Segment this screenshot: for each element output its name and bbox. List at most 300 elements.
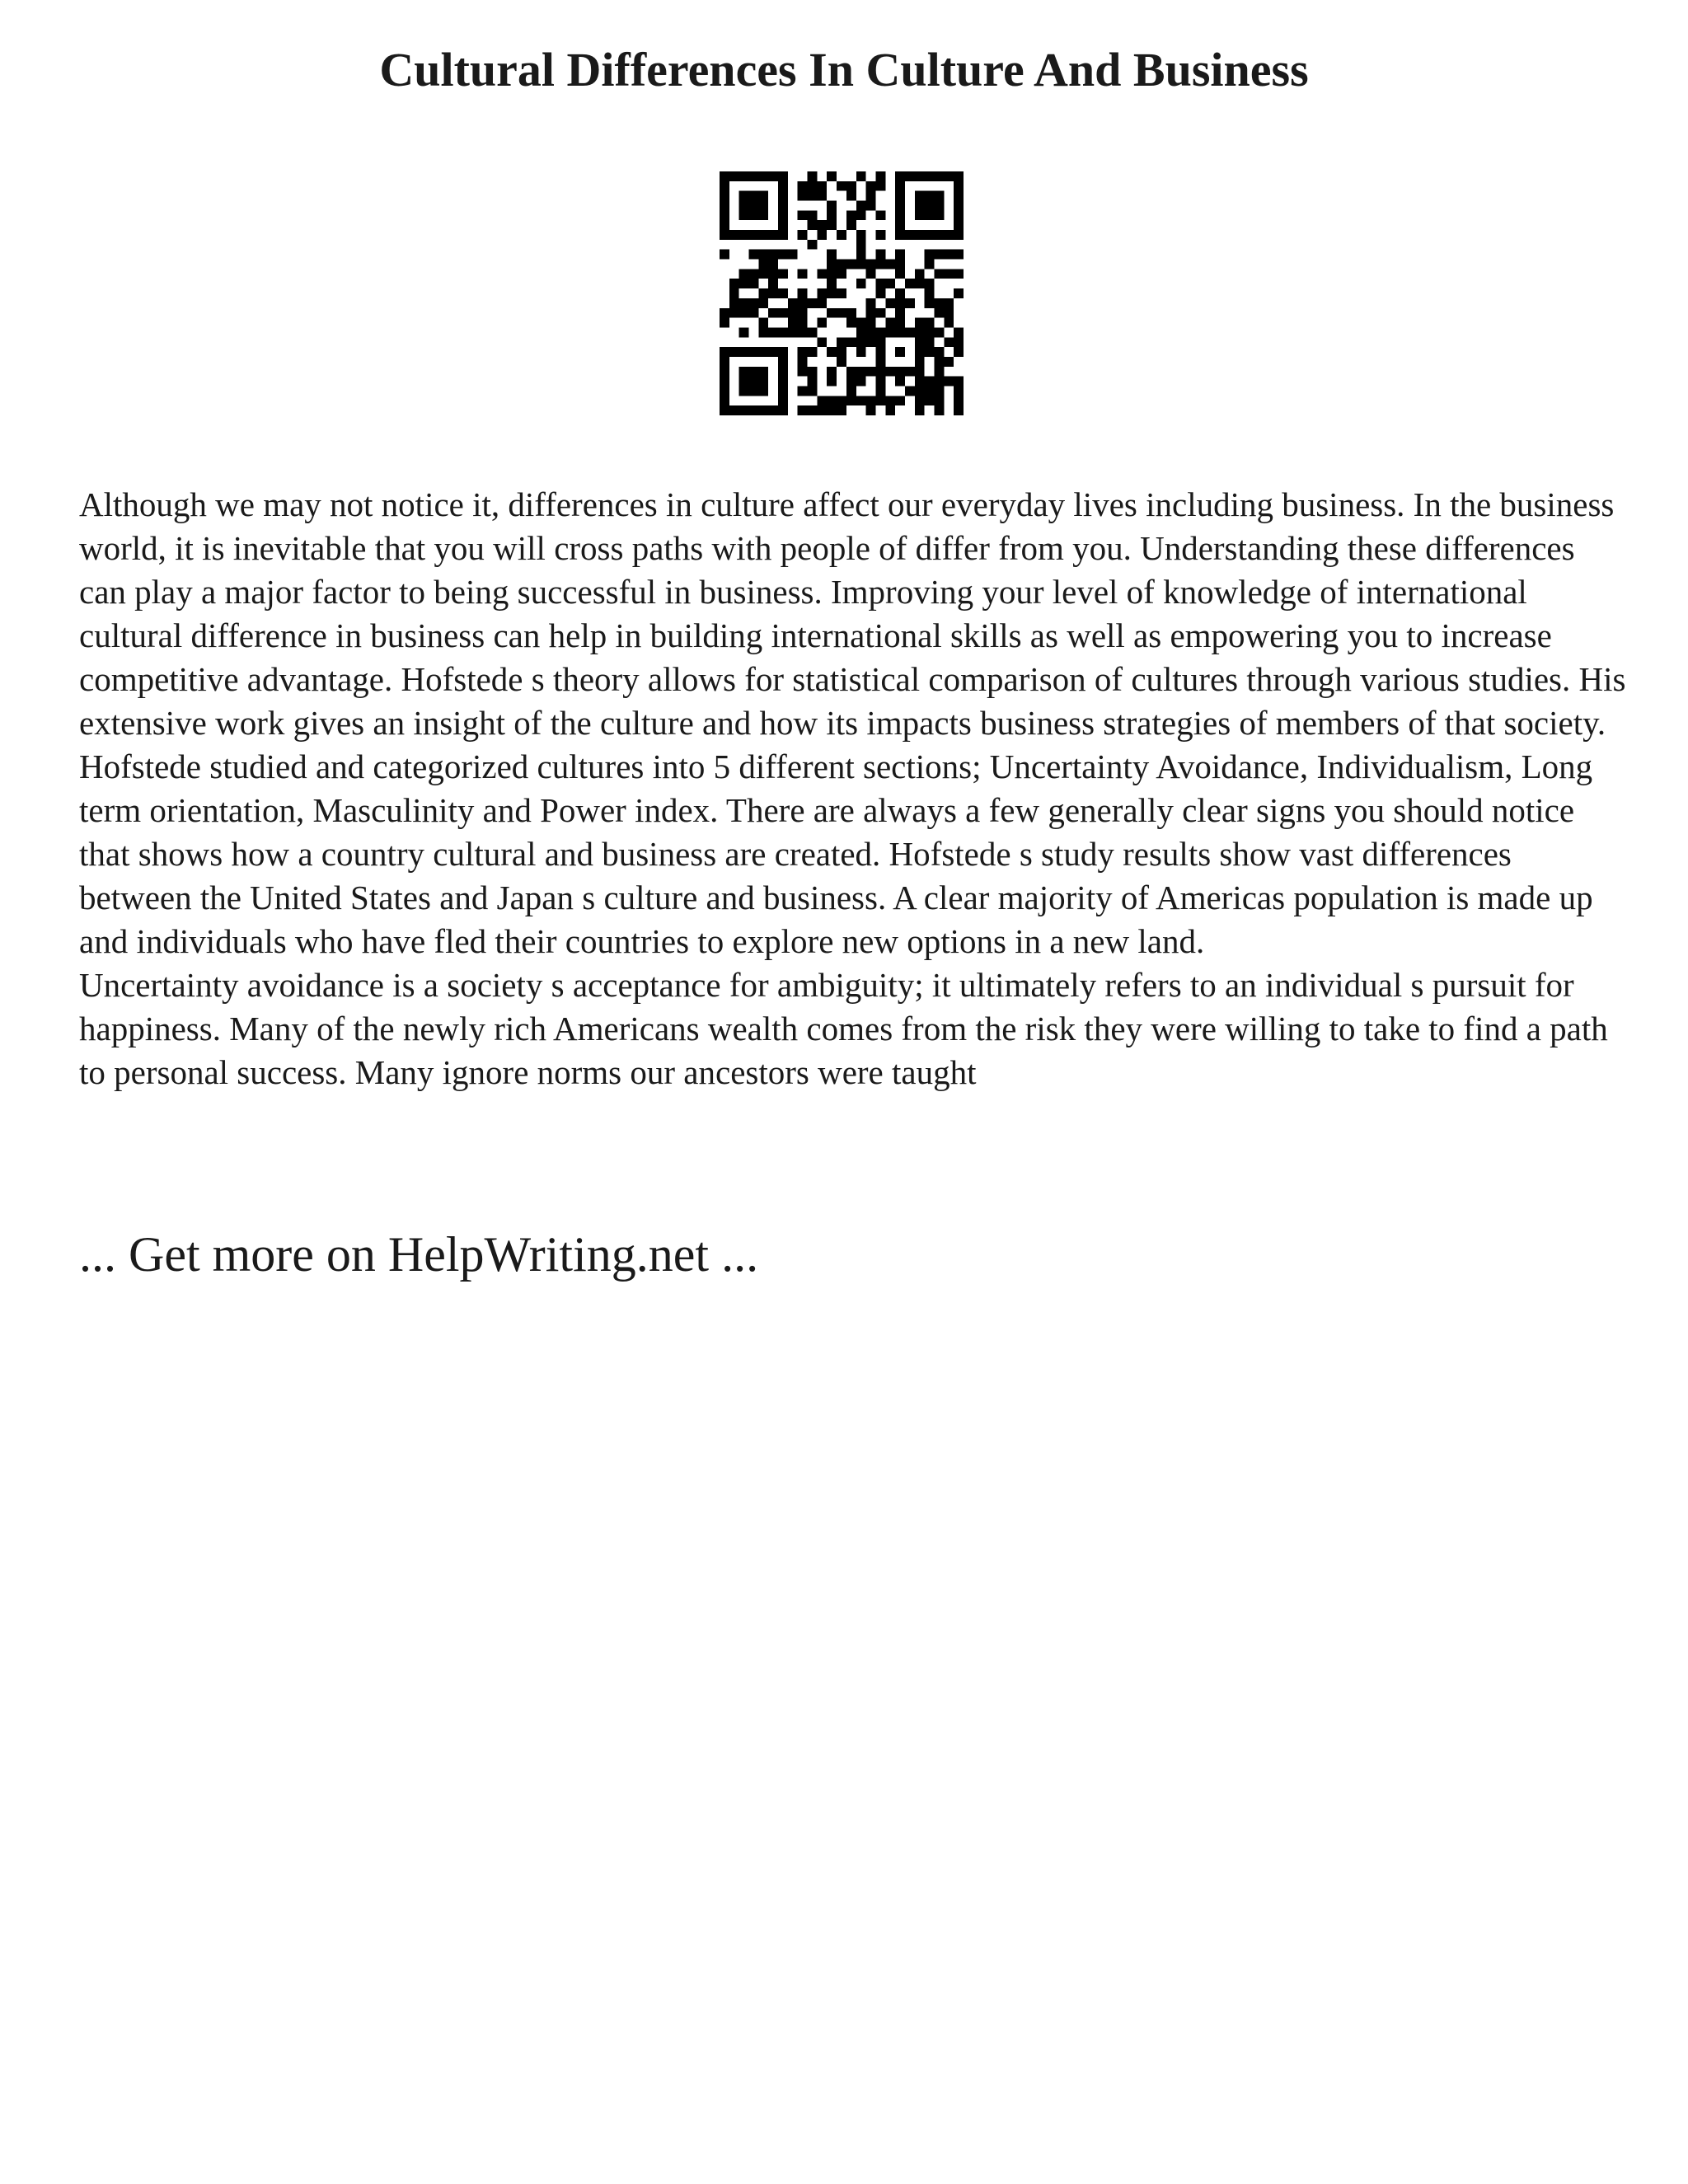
qr-module (915, 210, 925, 220)
qr-module (798, 191, 808, 201)
qr-module (720, 220, 729, 230)
qr-module (934, 367, 944, 377)
qr-module (895, 288, 905, 298)
qr-module (885, 327, 895, 337)
qr-module (856, 337, 866, 347)
qr-module (875, 230, 885, 240)
qr-module (875, 357, 885, 367)
qr-module (837, 230, 846, 240)
qr-module (720, 181, 729, 191)
qr-module (934, 396, 944, 405)
qr-module (915, 357, 925, 367)
qr-module (817, 396, 827, 405)
qr-module (954, 250, 964, 260)
qr-module (875, 377, 885, 387)
qr-module (944, 250, 954, 260)
qr-module (925, 318, 935, 328)
qr-module (739, 269, 749, 279)
qr-module (720, 171, 729, 181)
qr-module (808, 171, 818, 181)
qr-module (915, 405, 925, 415)
qr-module (846, 220, 856, 230)
qr-module (895, 171, 905, 181)
qr-module (749, 298, 759, 308)
qr-module (954, 191, 964, 201)
qr-module (808, 298, 818, 308)
qr-module (739, 367, 749, 377)
qr-module (885, 260, 895, 269)
qr-module (778, 250, 788, 260)
qr-module (846, 191, 856, 201)
qr-module (778, 210, 788, 220)
qr-module (788, 318, 798, 328)
qr-module (837, 337, 846, 347)
qr-module (739, 327, 749, 337)
qr-module (749, 201, 759, 211)
qr-module (768, 269, 778, 279)
qr-module (915, 377, 925, 387)
qr-module (837, 308, 846, 318)
qr-module (808, 210, 818, 220)
qr-module (954, 386, 964, 396)
qr-module (954, 220, 964, 230)
qr-module (944, 298, 954, 308)
page-title: Cultural Differences In Culture And Business (379, 43, 1309, 96)
qr-module (954, 377, 964, 387)
qr-module (817, 318, 827, 328)
qr-module (798, 386, 808, 396)
qr-module (739, 230, 749, 240)
qr-module (925, 288, 935, 298)
qr-module (885, 367, 895, 377)
qr-module (895, 308, 905, 318)
qr-module (798, 230, 808, 240)
qr-module (798, 327, 808, 337)
qr-module (866, 191, 876, 201)
qr-module (934, 269, 944, 279)
qr-module (895, 396, 905, 405)
qr-module (856, 279, 866, 288)
qr-module (875, 279, 885, 288)
qr-module (866, 269, 876, 279)
qr-module (720, 347, 729, 357)
qr-module (749, 269, 759, 279)
qr-module (808, 191, 818, 201)
qr-module (915, 201, 925, 211)
qr-module (720, 210, 729, 220)
qr-module (808, 405, 818, 415)
qr-module (739, 191, 749, 201)
qr-module (925, 377, 935, 387)
qr-module (875, 308, 885, 318)
qr-module (925, 327, 935, 337)
qr-module (944, 230, 954, 240)
qr-module (817, 181, 827, 191)
qr-module (944, 308, 954, 318)
qr-module (768, 279, 778, 288)
qr-module (798, 347, 808, 357)
qr-module (808, 367, 818, 377)
qr-module (954, 396, 964, 405)
qr-module (905, 367, 915, 377)
qr-module (817, 298, 827, 308)
qr-module (808, 240, 818, 250)
qr-module (739, 386, 749, 396)
qr-module (720, 405, 729, 415)
qr-module (944, 377, 954, 387)
qr-module (934, 308, 944, 318)
qr-module (758, 327, 768, 337)
qr-module (729, 171, 739, 181)
qr-module (729, 279, 739, 288)
qr-module (720, 318, 729, 328)
qr-module (856, 396, 866, 405)
qr-module (846, 396, 856, 405)
qr-module (915, 269, 925, 279)
qr-module (885, 298, 895, 308)
qr-module (758, 367, 768, 377)
qr-module (798, 210, 808, 220)
qr-module (739, 347, 749, 357)
qr-module (768, 260, 778, 269)
qr-module (729, 298, 739, 308)
qr-module (925, 347, 935, 357)
qr-module (895, 377, 905, 387)
qr-module (768, 327, 778, 337)
qr-module (808, 386, 818, 396)
qr-module (846, 181, 856, 191)
qr-module (827, 377, 837, 387)
qr-module (915, 367, 925, 377)
qr-module (778, 396, 788, 405)
qr-module (720, 201, 729, 211)
qr-module (720, 377, 729, 387)
qr-module (856, 240, 866, 250)
qr-module (749, 210, 759, 220)
qr-module (758, 201, 768, 211)
qr-module (895, 201, 905, 211)
qr-module (915, 347, 925, 357)
qr-module (934, 327, 944, 337)
qr-module (778, 357, 788, 367)
qr-module (915, 318, 925, 328)
qr-module (837, 405, 846, 415)
qr-module (758, 298, 768, 308)
qr-module (875, 260, 885, 269)
qr-module (875, 210, 885, 220)
qr-module (915, 327, 925, 337)
qr-module (749, 367, 759, 377)
qr-module (925, 298, 935, 308)
qr-module (768, 250, 778, 260)
qr-module (846, 308, 856, 318)
qr-module (934, 357, 944, 367)
qr-module (749, 386, 759, 396)
qr-module (739, 308, 749, 318)
qr-module (798, 298, 808, 308)
qr-module (729, 288, 739, 298)
qr-module (720, 308, 729, 318)
qr-module (866, 367, 876, 377)
qr-module (837, 347, 846, 357)
qr-module (856, 250, 866, 260)
qr-module (778, 171, 788, 181)
qr-module (954, 230, 964, 240)
qr-module (915, 396, 925, 405)
qr-module (729, 405, 739, 415)
qr-module (739, 171, 749, 181)
qr-module (749, 191, 759, 201)
qr-module (768, 308, 778, 318)
paragraph-1: Although we may not notice it, differences in culture affect our everyday lives including business. In the business world, it is inevitable that you will cross paths with people of differ from you. Understanding these differences can play a major factor to being successful in business. Improving your level of knowledge of international cultural difference in business can help in building international skills as well as empowering you to increase competitive advantage. Hofstede s theory allows for statistical comparison of cultures through various studies. His extensive work gives an insight of the culture and how its impacts business strategies of members of that society. Hofstede studied and categorized cultures into 5 different sections; Uncertainty Avoidance, Individualism, Long term orientation, Masculinity and Power index. There are always a few generally clear signs you should notice that shows how a country cultural and business are created. Hofstede s study results show vast differences between the United States and Japan s culture and business. A clear majority of Americas population is made up and individuals who have fled their countries to explore new options in a new land. (79, 485, 1626, 960)
qr-module (866, 298, 876, 308)
qr-module (827, 396, 837, 405)
qr-module (954, 201, 964, 211)
qr-module (895, 347, 905, 357)
qr-module (827, 201, 837, 211)
qr-module (827, 269, 837, 279)
qr-module (846, 260, 856, 269)
qr-module (925, 396, 935, 405)
qr-module (758, 405, 768, 415)
qr-module (875, 396, 885, 405)
qr-module (934, 171, 944, 181)
qr-module (827, 347, 837, 357)
qr-module (837, 288, 846, 298)
qr-module (798, 181, 808, 191)
qr-module (866, 396, 876, 405)
qr-module (758, 210, 768, 220)
qr-module (817, 337, 827, 347)
qr-module (895, 181, 905, 191)
qr-module (905, 230, 915, 240)
qr-module (954, 337, 964, 347)
qr-module (749, 308, 759, 318)
qr-module (875, 327, 885, 337)
qr-module (856, 201, 866, 211)
qr-module (856, 367, 866, 377)
qr-module (720, 250, 729, 260)
qr-module (925, 191, 935, 201)
qr-module (895, 269, 905, 279)
qr-module (729, 308, 739, 318)
qr-module (954, 347, 964, 357)
qr-module (944, 318, 954, 328)
qr-module (934, 201, 944, 211)
qr-module (875, 386, 885, 396)
qr-module (758, 250, 768, 260)
qr-module (934, 347, 944, 357)
qr-module (778, 405, 788, 415)
qr-module (778, 220, 788, 230)
qr-module (875, 171, 885, 181)
qr-module (827, 171, 837, 181)
qr-module (915, 191, 925, 201)
qr-module (925, 210, 935, 220)
qr-module (798, 357, 808, 367)
qr-module (720, 386, 729, 396)
qr-module (895, 367, 905, 377)
qr-module (827, 279, 837, 288)
qr-module (915, 279, 925, 288)
qr-module (817, 405, 827, 415)
qr-module (837, 357, 846, 367)
qr-module (788, 308, 798, 318)
qr-module (739, 201, 749, 211)
qr-module (749, 171, 759, 181)
qr-module (866, 201, 876, 211)
qr-module (905, 171, 915, 181)
qr-module (758, 191, 768, 201)
qr-module (934, 191, 944, 201)
article-body (79, 483, 1629, 1094)
qr-module (885, 405, 895, 415)
qr-module (875, 288, 885, 298)
qr-module (817, 191, 827, 201)
qr-module (895, 250, 905, 260)
qr-module (758, 347, 768, 357)
qr-module (720, 230, 729, 240)
qr-module (905, 279, 915, 288)
qr-module (954, 269, 964, 279)
qr-module (934, 210, 944, 220)
qr-module (758, 171, 768, 181)
qr-module (768, 171, 778, 181)
qr-module (749, 250, 759, 260)
qr-module (768, 347, 778, 357)
qr-module (944, 337, 954, 347)
qr-module (758, 318, 768, 328)
qr-module (778, 288, 788, 298)
qr-module (905, 327, 915, 337)
qr-module (798, 308, 808, 318)
qr-module (934, 250, 944, 260)
qr-module (739, 298, 749, 308)
qr-module (808, 347, 818, 357)
qr-module (778, 230, 788, 240)
qr-module (758, 260, 768, 269)
qr-module (778, 181, 788, 191)
qr-module (749, 347, 759, 357)
qr-module (875, 347, 885, 357)
qr-module (905, 386, 915, 396)
qr-module (778, 327, 788, 337)
qr-module (944, 269, 954, 279)
qr-module (837, 181, 846, 191)
qr-module (827, 288, 837, 298)
qr-module (749, 230, 759, 240)
qr-module (827, 220, 837, 230)
qr-module (729, 230, 739, 240)
qr-module (758, 269, 768, 279)
qr-module (758, 377, 768, 387)
qr-module (846, 210, 856, 220)
qr-module (798, 318, 808, 328)
qr-module (749, 405, 759, 415)
qr-module (925, 260, 935, 269)
qr-module (895, 260, 905, 269)
qr-module (778, 377, 788, 387)
qr-module (758, 288, 768, 298)
qr-module (768, 405, 778, 415)
qr-module (895, 220, 905, 230)
qr-module (944, 171, 954, 181)
qr-module (817, 230, 827, 240)
qr-module (866, 405, 876, 415)
qr-module (954, 210, 964, 220)
qr-module (934, 386, 944, 396)
qr-module (788, 327, 798, 337)
qr-module (778, 269, 788, 279)
qr-module (856, 230, 866, 240)
qr-module (925, 201, 935, 211)
qr-module (875, 367, 885, 377)
qr-module (817, 220, 827, 230)
qr-module (954, 405, 964, 415)
qr-module (720, 396, 729, 405)
qr-module (856, 318, 866, 328)
paragraph-2: Uncertainty avoidance is a society s acceptance for ambiguity; it ultimately refers to an individual s pursuit for happiness. Many of the newly rich Americans wealth comes from the risk they were willing to take to find a path to personal success. Many ignore norms our ancestors were taught (79, 966, 1608, 1091)
qr-module (817, 288, 827, 298)
qr-module (895, 327, 905, 337)
qr-module (925, 250, 935, 260)
get-more-link[interactable]: ... Get more on HelpWriting.net ... (79, 1227, 759, 1282)
qr-module (778, 367, 788, 377)
qr-module (866, 260, 876, 269)
qr-module (925, 279, 935, 288)
qr-module (954, 288, 964, 298)
qr-module (875, 337, 885, 347)
qr-module (846, 367, 856, 377)
qr-module (720, 191, 729, 201)
qr-module (837, 269, 846, 279)
qr-module (798, 288, 808, 298)
qr-module (778, 201, 788, 211)
qr-module (925, 171, 935, 181)
qr-module (895, 191, 905, 201)
qr-module (827, 308, 837, 318)
qr-module (798, 367, 808, 377)
qr-module (866, 337, 876, 347)
qr-module (875, 250, 885, 260)
qr-module (720, 367, 729, 377)
qr-module (739, 405, 749, 415)
qr-module (827, 250, 837, 260)
qr-module (788, 250, 798, 260)
qr-module (866, 327, 876, 337)
qr-module (925, 386, 935, 396)
qr-module (846, 318, 856, 328)
qr-module (768, 288, 778, 298)
qr-module (808, 377, 818, 387)
qr-module (749, 377, 759, 387)
qr-module (885, 279, 895, 288)
qr-module (875, 181, 885, 191)
qr-module (768, 230, 778, 240)
qr-module (895, 318, 905, 328)
qr-module (837, 260, 846, 269)
qr-module (905, 298, 915, 308)
qr-module (808, 327, 818, 337)
qr-module (856, 210, 866, 220)
qr-module (934, 377, 944, 387)
qr-module (739, 279, 749, 288)
qr-module (827, 405, 837, 415)
qr-module (934, 298, 944, 308)
qr-module (739, 210, 749, 220)
qr-code-icon (720, 171, 964, 415)
qr-module (925, 337, 935, 347)
